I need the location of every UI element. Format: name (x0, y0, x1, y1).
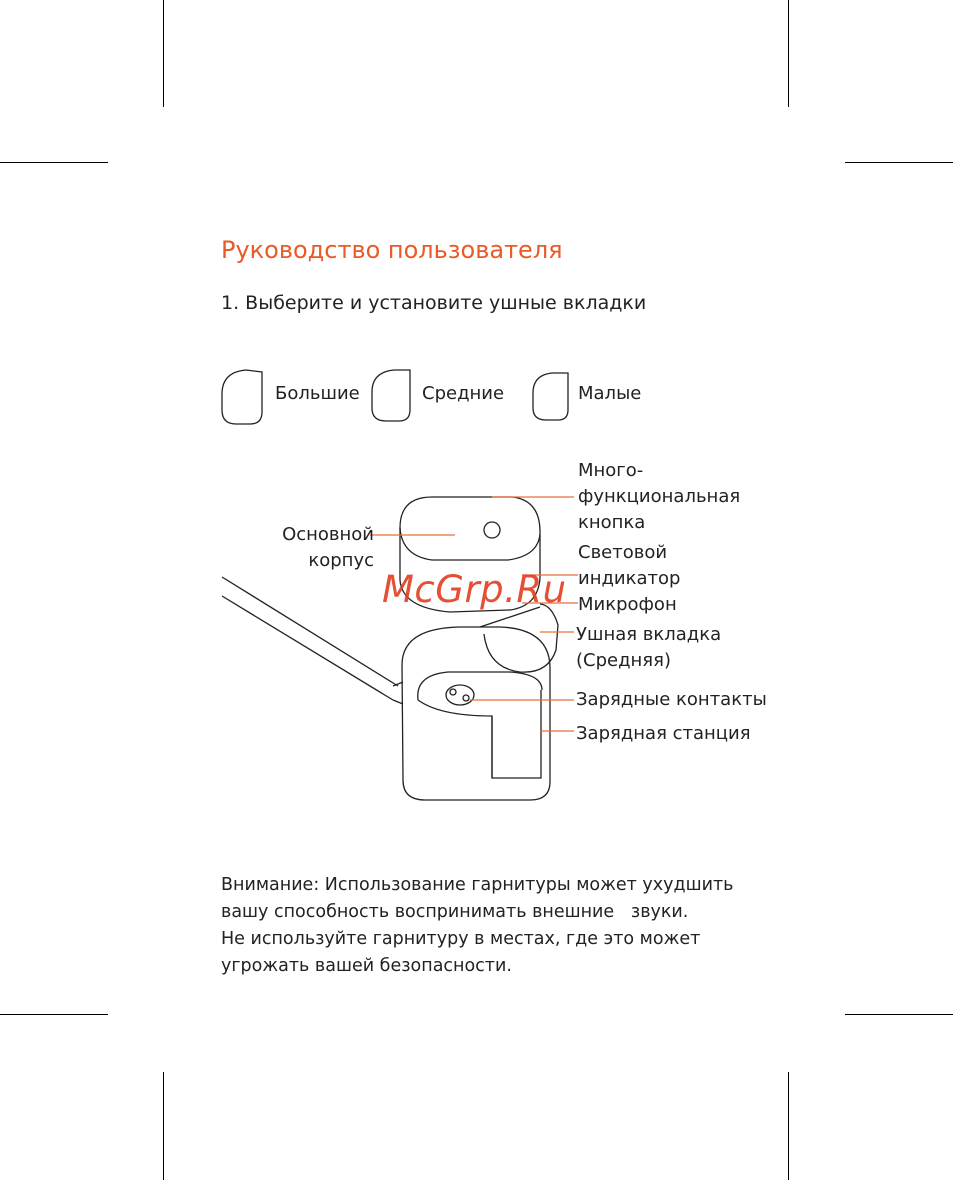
callout-ear-tip (576, 622, 721, 674)
callout-microphone: Микрофон (578, 594, 677, 615)
ear-tip-label-medium: Средние (422, 383, 505, 404)
ear-tip-medium-icon (372, 370, 410, 421)
callout-line: Много- (578, 460, 644, 481)
ear-tip-label-large: Большие (275, 383, 360, 404)
callout-charging-contacts: Зарядные контакты (576, 689, 767, 710)
warning-line: Не используйте гарнитуру в местах, где это может (221, 929, 701, 949)
charging-cable (222, 577, 398, 700)
charging-contact-dot (463, 695, 469, 701)
page-title: Руководство пользователя (221, 236, 563, 264)
callout-line: кнопка (578, 512, 646, 533)
step-heading: 1. Выберите и установите ушные вкладки (221, 292, 647, 314)
callout-line: (Средняя) (576, 650, 671, 671)
callout-line: функциональная (578, 486, 741, 507)
callout-charging-station: Зарядная станция (576, 723, 751, 744)
warning-line: вашу способность воспринимать внешние звуки. (221, 902, 689, 922)
warning-line: Внимание: Использование гарнитуры может ухудшить (221, 875, 734, 895)
watermark: McGrp.Ru (382, 568, 567, 611)
callout-line: индикатор (578, 568, 681, 589)
warning-text (221, 872, 733, 980)
charging-contact-dot (450, 689, 456, 695)
callout-main-body (272, 522, 374, 574)
warning-line: угрожать вашей безопасности. (221, 956, 512, 976)
charging-station-shape (393, 627, 550, 800)
callout-line: Световой (578, 542, 668, 563)
ear-tip-large-icon (222, 370, 262, 424)
ear-tip-small-icon (533, 373, 568, 420)
callout-line: Ушная вкладка (576, 624, 722, 645)
callout-line: Основной (282, 524, 374, 545)
callout-led-indicator (578, 540, 680, 592)
ear-tip-label-small: Малые (578, 383, 642, 404)
multifunction-button-shape (484, 522, 500, 538)
callout-line: корпус (308, 550, 374, 571)
callout-multifunction-button (578, 458, 740, 536)
